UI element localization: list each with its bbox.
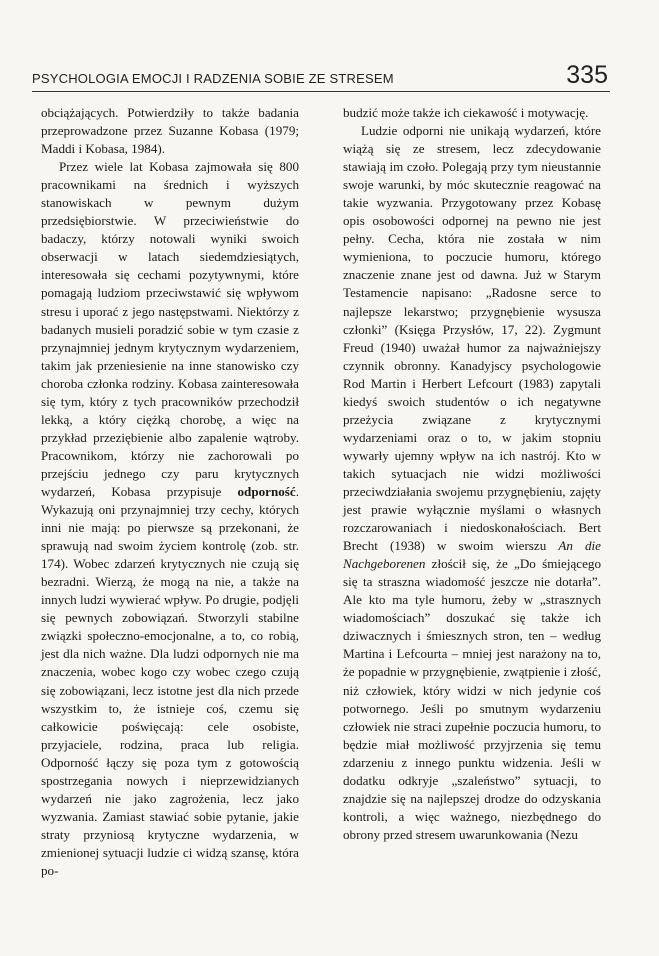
right-column <box>343 104 601 844</box>
key-term: odporność <box>237 483 296 499</box>
paragraph: budzić może także ich ciekawość i motywację. <box>343 105 589 120</box>
left-column <box>41 104 299 880</box>
paragraph-text: złościł się, że „Do śmiejącego się ta straszna wiadomość jeszcze nie dotarła”. Ale kto ma tyle humoru, żeby w „strasznych wiadomościach” doszukać się także ich dziwacznych i śmiesznych stron, ten – według Martina i Lefcourta – mniej jest narażony na to, że popadnie w przygnębienie, zwątpienie i złość, niż człowiek, który widzi w nich jedynie coś potwornego. Jeśli po smutnym wydarzeniu człowiek nie straci zupełnie poczucia humoru, to będzie miał możliwość przyjrzenia się temu zdarzeniu z innego punktu widzenia. Jeśli w dodatku odkryje „szaleństwo” sytuacji, to znajdzie się na najlepszej drodze do odzyskania kontroli, a więc ważnego, niezbędnego do obrony przed stresem uwarunkowania (Nezu <box>343 556 601 842</box>
paragraph: obciążających. Potwierdziły to także badania przeprowadzone przez Suzanne Kobasa (1979; Maddi i Kobasa, 1984). <box>41 105 299 157</box>
paragraph-text: Ludzie odporni nie unikają wydarzeń, które wiążą się ze stresem, lecz zdecydowanie stawiają im czoło. Polegają przy tym nieustannie swoje warunki, by móc skutecznie reagować na takie wyzwania. Przygotowany przez Kobasę opis osobowości odpornej na pewno nie jest pełny. Cecha, która nie została w nim wymieniona, to poczucie humoru, którego znaczenie znane jest od dawna. Już w Starym Testamencie napisano: „Radosne serce to najlepsze lekarstwo; przygnębienie wysusza członki” (Księga Przysłów, 17, 22). Zygmunt Freud (1940) uważał humor za najważniejszy czynnik obronny. Kanadyjscy psychologowie Rod Martin i Herbert Lefcourt (1983) zapytali kiedyś swoich studentów o ich negatywne przeżycia związane z krytycznymi wydarzeniami oraz o to, w jakim stopniu wywarły ujemny wpływ na ich nastrój. Kto w takich sytuacjach nie widzi możliwości przeciwdziałania swojemu przygnębieniu, zajęty jest prawie wyłącznie myślami o własnych rozczarowaniach i niedoskonałościach. Bert Brecht (1938) w swoim wierszu <box>343 123 601 554</box>
page-number: 335 <box>566 61 608 89</box>
paragraph <box>343 122 601 844</box>
header-rule <box>32 91 610 92</box>
paragraph-text: . Wykazują oni przynajmniej trzy cechy, których inni nie mają: po pierwsze są przekonani, że sprawują nad swoim życiem kontrolę (zob. str. 174). Wobec zdarzeń krytycznych nie czują się bezradni. Wierzą, że mogą na nie, a także na innych ludzi wywierać wpływ. Po drugie, podjęli się pewnych zobowiązań. Stworzyli stabilne związki społeczno-emocjonalne, a to, co robią, jest dla nich ważne. Dla ludzi odpornych nie ma znaczenia, wobec kogo czy wobec czego czują się zobowiązani, lecz istotne jest dla nich przede wszystkim to, że istnieje coś, czemu się całkowicie poświęcają: cele osobiste, przyjaciele, rodzina, praca lub religia. Odporność łączy się poza tym z gotowością spostrzegania nowych i nieprzewidzianych wydarzeń nie jako zagrożenia, lecz jako wyzwania. Zamiast stawiać sobie pytanie, jakie straty przyniosą krytyczne wydarzenia, w zmienionej sytuacji ludzie ci widzą szansę, która po- <box>41 483 299 878</box>
header-title: PSYCHOLOGIA EMOCJI I RADZENIA SOBIE ZE STRESEM <box>32 71 394 86</box>
poem-title: An die Nachgeborenen <box>343 538 601 572</box>
paragraph <box>41 158 299 880</box>
running-header <box>32 62 610 92</box>
paragraph-text: Przez wiele lat Kobasa zajmowała się 800 pracownikami na średnich i wyższych stanowiskach w pewnym dużym przedsiębiorstwie. W przeciwieństwie do badaczy, którzy notowali wyniki swoich obserwacji w latach siedemdziesiątych, interesowała się cechami pozytywnymi, które pomagają ludziom przeciwstawić się wpływom stresu i uporać z jego następstwami. Niektórzy z badanych musieli poradzić sobie w tym czasie z przynajmniej jednym krytycznym wydarzeniem, takim jak przeniesienie na inne stanowisko czy choroba członka rodziny. Kobasa zainteresowała się tym, który z tych pracowników przechodził lekką, a który ciężką chorobę, a więc na przykład przeziębienie albo zapalenie wątroby. Pracownikom, którzy nie zachorowali po przejściu jednego czy paru krytycznych wydarzeń, Kobasa przypisuje <box>41 159 299 499</box>
